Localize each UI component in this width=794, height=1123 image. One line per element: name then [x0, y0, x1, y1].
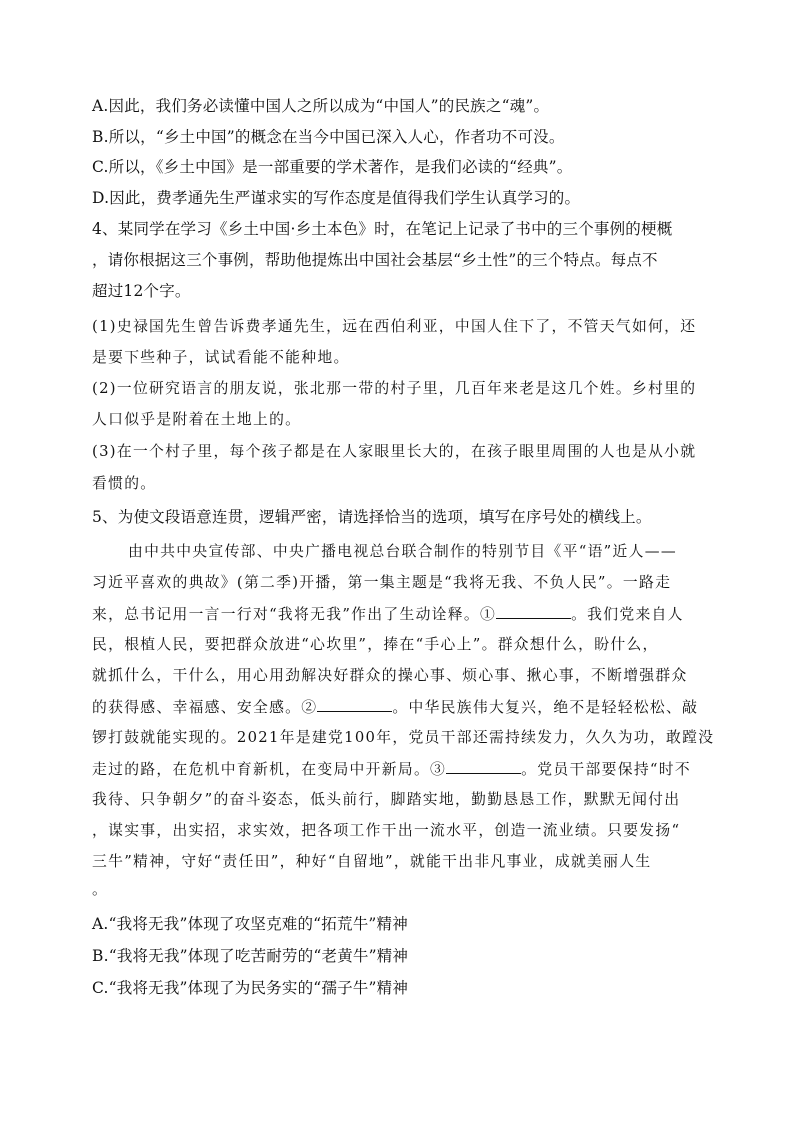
q5-option-b: B.“我将无我”体现了吃苦耐劳的“老黄牛”精神	[92, 947, 409, 965]
q5-passage-line-9: 我待、只争朝夕”的奋斗姿态，低头前行，脚踏实地，勤勤恳恳工作，默默无闻付出	[92, 791, 681, 808]
q5-passage-line-10: ，谋实事，出实招，求实效，把各项工作干出一流水平，创造一流业绩。只要发扬“	[92, 822, 681, 839]
q5-passage-line-7: 锣打鼓就能实现的。2021年是建党100年，党员干部还需持续发力，久久为功，敢蹚没	[92, 729, 715, 746]
q5-passage-line-3-end: 。我们党来自人	[571, 606, 684, 623]
q3-option-c: C.所以，《乡土中国》是一部重要的学术著作，是我们必读的“经典”。	[92, 158, 573, 176]
q3-option-b: B.所以，“乡土中国”的概念在当今中国已深入人心，作者功不可没。	[92, 128, 565, 146]
q5-passage-line-6-start: 的获得感、幸福感、安全感。②	[92, 699, 318, 716]
q4-example-2-line-2: 人口似乎是附着在土地上的。	[92, 411, 302, 428]
q4-stem-line-2: ，请你根据这三个事例，帮助他提炼出中国社会基层“乡土性”的三个特点。每点不	[92, 251, 658, 269]
q5-passage-line-6	[92, 697, 698, 718]
q5-option-c: C.“我将无我”体现了为民务实的“孺子牛”精神	[92, 979, 409, 997]
q5-stem: 5、为使文段语意连贯，逻辑严密，请选择恰当的选项，填写在序号处的横线上。	[92, 508, 652, 526]
q3-option-d: D.因此，费孝通先生严谨求实的写作态度是值得我们学生认真学习的。	[92, 189, 581, 207]
q5-passage-line-1: 由中共中央宣传部、中央广播电视总台联合制作的特别节目《平“语”近人——	[128, 543, 677, 560]
answer-blank-1[interactable]	[496, 604, 571, 619]
q5-passage-line-6-end: 。中华民族伟大复兴，绝不是轻轻松松、敲	[392, 699, 699, 716]
q4-stem-line-1: 4、某同学在学习《乡土中国·乡土本色》时，在笔记上记录了书中的三个事例的梗概	[92, 220, 673, 238]
answer-blank-2[interactable]	[317, 697, 392, 712]
q5-passage-line-8	[92, 759, 691, 780]
q4-example-3-line-1: (3)在一个村子里，每个孩子都是在人家眼里长大的，在孩子眼里周围的人也是从小就	[92, 443, 697, 460]
q5-passage-line-4: 民，根植人民，要把群众放进“心坎里”，捧在“手心上”。群众想什么，盼什么，	[92, 636, 659, 653]
q5-passage-line-5: 就抓什么，干什么，用心用劲解决好群众的操心事、烦心事、揪心事，不断增强群众	[92, 667, 688, 684]
q4-example-3-line-2: 看惯的。	[92, 475, 157, 492]
q5-passage-line-2: 习近平喜欢的典故》(第二季)开播，第一集主题是“我将无我、不负人民”。一路走	[92, 574, 672, 591]
q5-passage-line-3	[92, 604, 684, 625]
q5-passage-line-11: 三牛”精神，守好“责任田”，种好“自留地”，就能干出非凡事业，成就美丽人生	[92, 853, 652, 870]
q5-passage-line-8-start: 走过的路，在危机中育新机，在变局中开新局。③	[92, 761, 447, 778]
q4-example-1-line-1: (1)史禄国先生曾告诉费孝通先生，远在西伯利亚，中国人住下了，不管天气如何，还	[92, 318, 697, 335]
q4-stem-line-3: 超过12个字。	[92, 282, 191, 300]
q3-option-a: A.因此，我们务必读懂中国人之所以成为“中国人”的民族之“魂”。	[92, 97, 550, 115]
q5-passage-line-3-start: 来，总书记用一言一行对“我将无我”作出了生动诠释。①	[92, 606, 497, 623]
answer-blank-3[interactable]	[446, 759, 521, 774]
q5-passage-line-12: 。	[92, 881, 109, 898]
q4-example-2-line-1: (2)一位研究语言的朋友说，张北那一带的村子里，几百年来老是这几个姓。乡村里的	[92, 380, 697, 397]
q5-option-a: A.“我将无我”体现了攻坚克难的“拓荒牛”精神	[92, 915, 408, 933]
q5-passage-line-8-end: 。党员干部要保持“时不	[521, 761, 691, 778]
q4-example-1-line-2: 是要下些种子，试试看能不能种地。	[92, 349, 350, 366]
